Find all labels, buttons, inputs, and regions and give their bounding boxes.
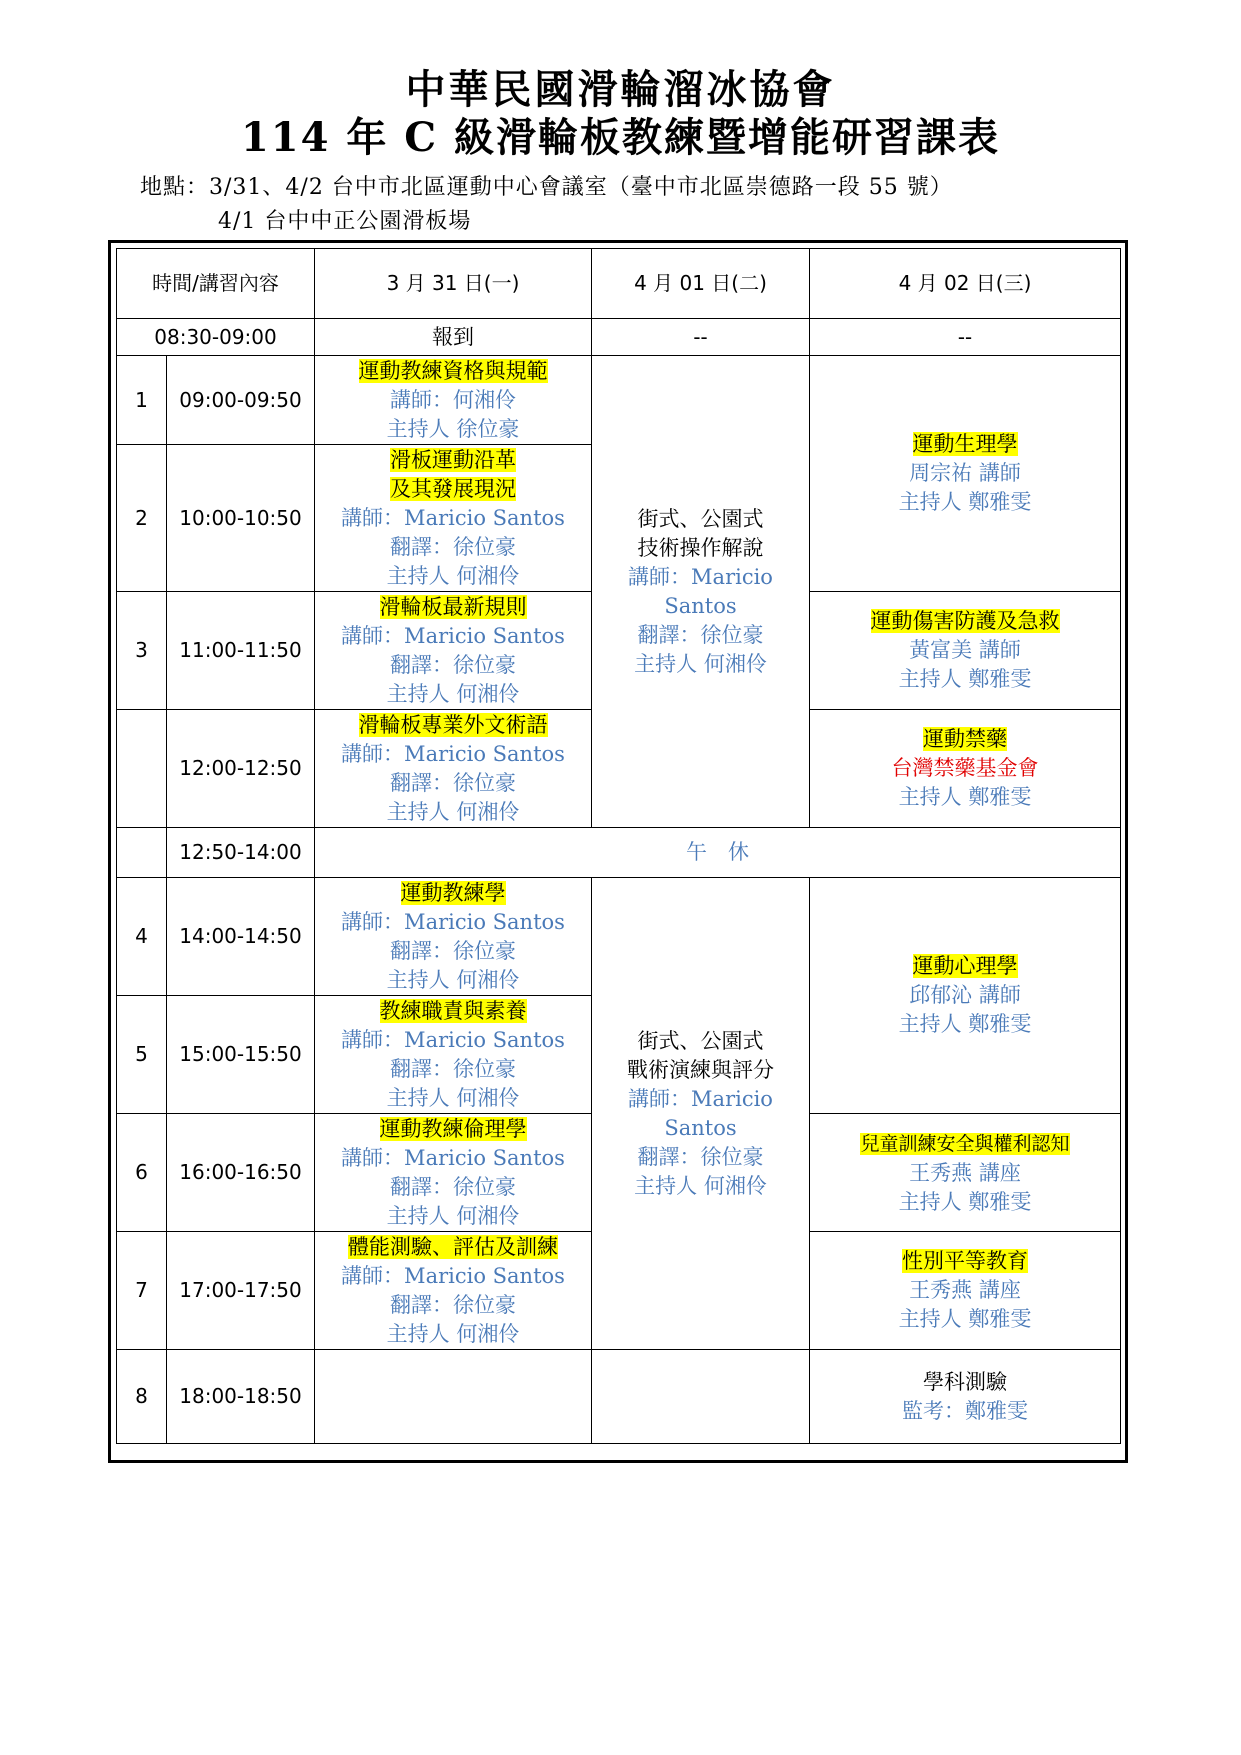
session-instructor: 講師：Maricio Santos	[341, 1263, 565, 1288]
session-translator: 翻譯：徐位豪	[390, 1292, 516, 1317]
session-host: 主持人 鄭雅雯	[898, 1189, 1032, 1214]
session-topic: 運動心理學	[912, 954, 1018, 978]
day3-session	[810, 1350, 1121, 1444]
table-row	[117, 878, 1121, 996]
session-topic: 學科測驗	[923, 1369, 1007, 1394]
session-instructor: 講師：Maricio Santos	[341, 1145, 565, 1170]
schedule-table	[116, 248, 1121, 1444]
session-time: 09:00-09:50	[167, 356, 315, 445]
session-time: 14:00-14:50	[167, 878, 315, 996]
checkin-day3: --	[810, 319, 1121, 356]
session-translator: 翻譯：徐位豪	[390, 770, 516, 795]
session-topic: 運動生理學	[912, 432, 1018, 456]
session-instructor: 講師：Maricio Santos	[341, 1027, 565, 1052]
day1-session	[315, 1114, 592, 1232]
session-number: 1	[117, 356, 167, 445]
session-time: 16:00-16:50	[167, 1114, 315, 1232]
session-host: 主持人 鄭雅雯	[898, 667, 1032, 691]
session-instructor: 王秀燕 講座	[909, 1160, 1021, 1185]
session-host: 主持人 何湘伶	[386, 1085, 520, 1110]
location-line2: 4/1 台中中正公園滑板場	[218, 209, 472, 234]
session-topic: 運動教練資格與規範	[358, 358, 548, 383]
session-translator: 翻譯：徐位豪	[390, 1174, 516, 1199]
session-translator: 翻譯：徐位豪	[390, 652, 516, 677]
session-host: 主持人 鄭雅雯	[898, 1012, 1032, 1036]
day1-session	[315, 356, 592, 445]
session-host: 主持人 鄭雅雯	[898, 785, 1032, 809]
session-instructor: 邱郁沁 講師	[909, 983, 1021, 1007]
day1-session	[315, 878, 592, 996]
day3-session	[810, 1114, 1121, 1232]
day3-session	[810, 878, 1121, 1114]
session-topic: 滑輪板專業外文術語	[358, 712, 548, 737]
session-proctor: 監考：鄭雅雯	[902, 1398, 1028, 1423]
session-instructor: 講師：Maricio Santos	[341, 623, 565, 648]
day2-afternoon-session	[592, 878, 810, 1350]
session-translator: 翻譯：徐位豪	[390, 938, 516, 963]
session-topic-line1: 滑板運動沿革	[390, 447, 516, 472]
day3-session	[810, 710, 1121, 828]
session-topic: 運動教練倫理學	[379, 1116, 527, 1141]
session-topic: 兒童訓練安全與權利認知	[860, 1132, 1070, 1155]
session-time: 11:00-11:50	[167, 592, 315, 710]
session-instructor: 講師：Maricio Santos	[341, 741, 565, 766]
lunch-number	[117, 828, 167, 878]
session-instructor: 王秀燕 講座	[909, 1278, 1021, 1302]
session-topic: 滑輪板最新規則	[379, 594, 527, 619]
day3-session	[810, 356, 1121, 592]
session-topic-line2: 及其發展現況	[390, 476, 516, 501]
session-translator: 翻譯：徐位豪	[637, 622, 764, 647]
session-topic: 性別平等教育	[902, 1249, 1028, 1273]
session-time: 17:00-17:50	[167, 1232, 315, 1350]
location-line1: 地點：3/31、4/2 台中市北區運動中心會議室（臺中市北區崇德路一段 55 號）	[140, 175, 953, 200]
session-number: 8	[117, 1350, 167, 1444]
session-time: 12:00-12:50	[167, 710, 315, 828]
session-topic: 運動教練學	[400, 880, 506, 905]
session-instructor-line2: Santos	[664, 593, 737, 618]
checkin-time: 08:30-09:00	[117, 319, 315, 356]
session-instructor: 講師：何湘伶	[390, 387, 516, 412]
session-instructor: 講師：Maricio Santos	[341, 505, 565, 530]
table-row	[117, 1350, 1121, 1444]
session-translator: 翻譯：徐位豪	[390, 534, 516, 559]
day1-session	[315, 445, 592, 592]
table-row	[117, 356, 1121, 445]
session-host: 主持人 徐位豪	[386, 416, 520, 441]
day1-session	[315, 710, 592, 828]
session-host: 主持人 鄭雅雯	[898, 490, 1032, 514]
day1-empty-cell	[315, 1350, 592, 1444]
session-host: 主持人 何湘伶	[386, 1321, 520, 1346]
header-day2: 4 月 01 日(二)	[592, 249, 810, 319]
session-time: 10:00-10:50	[167, 445, 315, 592]
session-number: 5	[117, 996, 167, 1114]
lunch-row	[117, 828, 1121, 878]
session-topic: 教練職責與素養	[379, 998, 527, 1023]
document-title-line1: 中華民國滑輪溜冰協會	[405, 66, 836, 113]
session-host: 主持人 鄭雅雯	[898, 1307, 1032, 1331]
session-instructor: 講師：Maricio Santos	[341, 909, 565, 934]
session-topic: 運動禁藥	[923, 727, 1007, 751]
session-topic-line2: 戰術演練與評分	[627, 1057, 774, 1082]
checkin-day2: --	[592, 319, 810, 356]
day3-session	[810, 1232, 1121, 1350]
session-translator: 翻譯：徐位豪	[637, 1144, 764, 1169]
session-host: 主持人 何湘伶	[386, 563, 520, 588]
header-day1: 3 月 31 日(一)	[315, 249, 592, 319]
session-time: 18:00-18:50	[167, 1350, 315, 1444]
checkin-row	[117, 319, 1121, 356]
session-instructor: 周宗祐 講師	[909, 461, 1021, 485]
session-instructor: 黃富美 講師	[909, 638, 1021, 662]
session-number	[117, 710, 167, 828]
document-title-line2: 114 年 C 級滑輪板教練暨增能研習課表	[240, 114, 1001, 161]
header-time-content: 時間/講習內容	[117, 249, 315, 319]
session-topic: 運動傷害防護及急救	[870, 609, 1060, 633]
day1-session	[315, 592, 592, 710]
session-host: 主持人 何湘伶	[634, 1173, 767, 1198]
day1-session	[315, 1232, 592, 1350]
session-topic-line2: 技術操作解說	[637, 535, 764, 560]
session-host: 主持人 何湘伶	[386, 967, 520, 992]
session-topic-line1: 街式、公園式	[637, 1028, 764, 1053]
lunch-label: 午 休	[315, 828, 1121, 878]
session-topic-line1: 街式、公園式	[637, 506, 764, 531]
session-instructor: 台灣禁藥基金會	[891, 756, 1039, 780]
session-number: 6	[117, 1114, 167, 1232]
session-instructor-line2: Santos	[664, 1115, 737, 1140]
session-translator: 翻譯：徐位豪	[390, 1056, 516, 1081]
session-host: 主持人 何湘伶	[386, 799, 520, 824]
checkin-day1: 報到	[315, 319, 592, 356]
lunch-time: 12:50-14:00	[167, 828, 315, 878]
session-number: 7	[117, 1232, 167, 1350]
day3-session	[810, 592, 1121, 710]
session-host: 主持人 何湘伶	[386, 681, 520, 706]
session-topic: 體能測驗、評估及訓練	[348, 1234, 558, 1259]
session-host: 主持人 何湘伶	[634, 651, 767, 676]
session-number: 4	[117, 878, 167, 996]
day2-empty-cell	[592, 1350, 810, 1444]
session-instructor-line1: 講師：Maricio	[628, 1086, 773, 1111]
session-number: 3	[117, 592, 167, 710]
session-host: 主持人 何湘伶	[386, 1203, 520, 1228]
header-row	[117, 249, 1121, 319]
day1-session	[315, 996, 592, 1114]
session-time: 15:00-15:50	[167, 996, 315, 1114]
day2-morning-session	[592, 356, 810, 828]
header-day3: 4 月 02 日(三)	[810, 249, 1121, 319]
session-number: 2	[117, 445, 167, 592]
session-instructor-line1: 講師：Maricio	[628, 564, 773, 589]
